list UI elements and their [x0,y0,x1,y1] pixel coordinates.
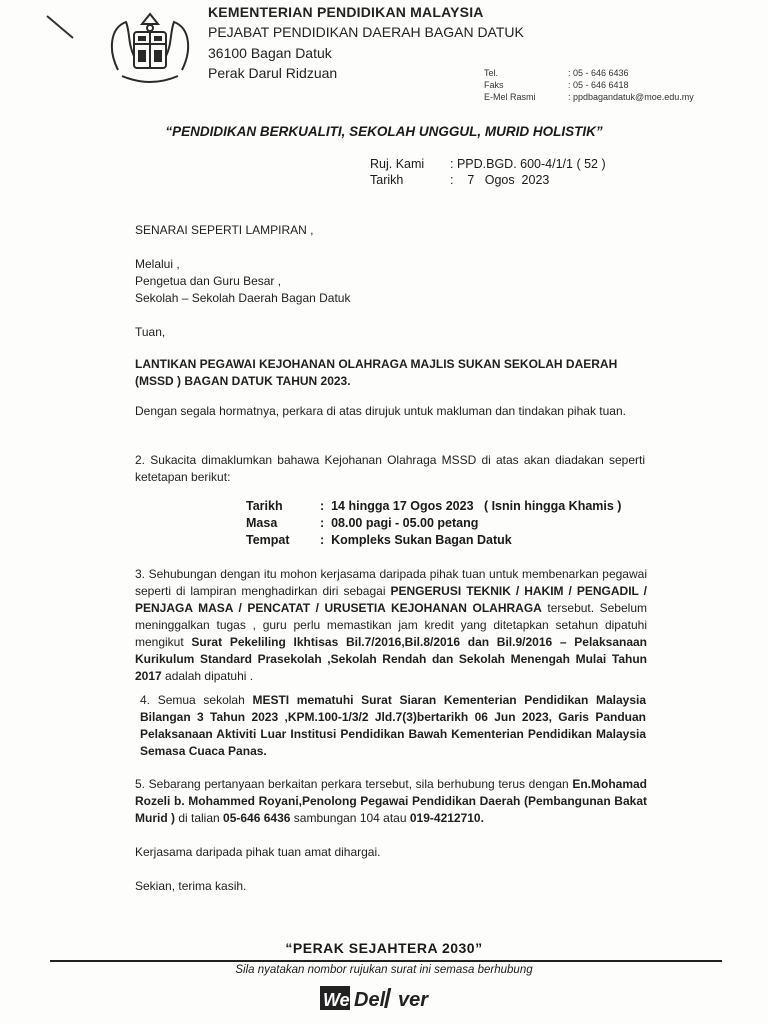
svg-text:Del: Del [354,989,386,1011]
recipient-line: SENARAI SEPERTI LAMPIRAN , [135,223,314,237]
contact-mobile: 019-4212710. [409,811,484,825]
ministry-name: KEMENTERIAN PENDIDIKAN MALAYSIA [208,4,484,20]
para5-text: di talian [175,811,224,825]
para3-circular: Surat Pekeliling Ikhtisas Bil.7/2016,Bil.8/2016 dan Bil.9/2016 – Pelaksanaan Kurikulum Standard Prasekolah ,Sekolah Rendah dan Sekolah Menengah Mulai Tahun 2017 [135,635,647,683]
education-motto: “PENDIDIKAN BERKUALITI, SEKOLAH UNGGUL, MURID HOLISTIK” [165,124,603,139]
para3-text: 3. Sehubungan dengan itu mohon kerjasama daripada pihak tuan untuk membenarkan pegawai seperti di lampiran menghadirkan diri sebagai [135,567,647,598]
salutation: Tuan, [135,325,166,339]
para4-text: 4. Semua sekolah [140,693,253,707]
para4-circular: MESTI mematuhi Surat Siaran Kementerian Pendidikan Malaysia Bilangan 3 Tahun 2023 ,KPM.100-1/3/2 Jld.7(3)bertarikh 06 Jun 2023, Garis Panduan Pelaksanaan Aktiviti Luar Institusi Pendidikan Bawah Kementerian Pendidikan Malaysia Semasa Cuaca Panas. [140,693,646,758]
detail-label-date: Tarikh [246,499,283,513]
contact-value: : 05 - 646 6418 [568,80,629,90]
detail-value-venue: : Kompleks Sukan Bagan Datuk [320,533,512,547]
recipient-schools: Sekolah – Sekolah Daerah Bagan Datuk [135,291,351,305]
paragraph-4 [140,692,646,760]
svg-text:We: We [323,990,350,1010]
address-line-1: 36100 Bagan Datuk [208,45,332,61]
we-deliver-logo [320,980,446,1014]
footer-motto: “PERAK SEJAHTERA 2030” [285,940,483,956]
closing-cooperation: Kerjasama daripada pihak tuan amat dihargai. [135,845,381,859]
detail-label-time: Masa [246,516,278,530]
malaysia-coat-of-arms-icon [100,10,200,90]
contact-person: En.Mohamad Rozeli b. Mohammed Royani,Penolong Pegawai Pendidikan Daerah (Pembangunan Bakat Murid ) [135,777,647,825]
contact-value: : 05 - 646 6436 [568,68,629,78]
ref-value: : PPD.BGD. 600-4/1/1 ( 52 ) [450,157,606,171]
recipient-role: Pengetua dan Guru Besar , [135,274,282,288]
contact-tel [484,68,704,80]
detail-value-time: : 08.00 pagi - 05.00 petang [320,516,479,530]
para3-text: adalah dipatuhi . [161,669,254,683]
contact-label: E-Mel Rasmi [484,92,536,102]
ref-label: Ruj. Kami [370,157,425,171]
contact-label: Faks [484,80,504,90]
para3-roles: PENGERUSI TEKNIK / HAKIM / PENGADIL / PENJAGA MASA / PENCATAT / URUSETIA KEJOHANAN OLAHRAGA [135,584,647,615]
svg-text:ver: ver [398,989,429,1011]
paragraph-1: Dengan segala hormatnya, perkara di atas dirujuk untuk makluman dan tindakan pihak tuan. [135,404,626,418]
corner-staple-mark [45,14,77,46]
footer-divider [50,960,722,962]
para5-text: sambungan 104 atau [290,811,410,825]
paragraph-2: 2. Sukacita dimaklumkan bahawa Kejohanan Olahraga MSSD di atas akan diadakan seperti ketetapan berikut: [135,453,645,484]
paragraph-3 [135,566,647,685]
contact-email [484,92,704,104]
para3-text: tersebut. Sebelum meninggalkan tugas , guru perlu memastikan jam kredit yang ditetapkan setahun dipatuhi mengikut [135,601,647,649]
contact-fax [484,80,704,92]
para5-text: 5. Sebarang pertanyaan berkaitan perkara tersebut, sila berhubung terus dengan [135,777,573,791]
contact-label: Tel. [484,68,499,78]
address-line-2: Perak Darul Ridzuan [208,65,338,81]
letter-subject: LANTIKAN PEGAWAI KEJOHANAN OLAHRAGA MAJLIS SUKAN SEKOLAH DAERAH (MSSD ) BAGAN DATUK TAHUN 2023. [135,357,618,388]
office-name: PEJABAT PENDIDIKAN DAERAH BAGAN DATUK [208,24,524,40]
paragraph-5 [135,776,647,827]
closing-thanks: Sekian, terima kasih. [135,879,247,893]
date-label: Tarikh [370,173,404,187]
detail-value-date: : 14 hingga 17 Ogos 2023 ( Isnin hingga Khamis ) [320,499,622,513]
detail-label-venue: Tempat [246,533,290,547]
contact-phone: 05-646 6436 [223,811,291,825]
contact-value: : ppdbagandatuk@moe.edu.my [568,92,694,102]
date-value: : 7 Ogos 2023 [450,173,550,187]
via-label: Melalui , [135,257,180,271]
footer-note: Sila nyatakan nombor rujukan surat ini semasa berhubung [235,964,533,976]
